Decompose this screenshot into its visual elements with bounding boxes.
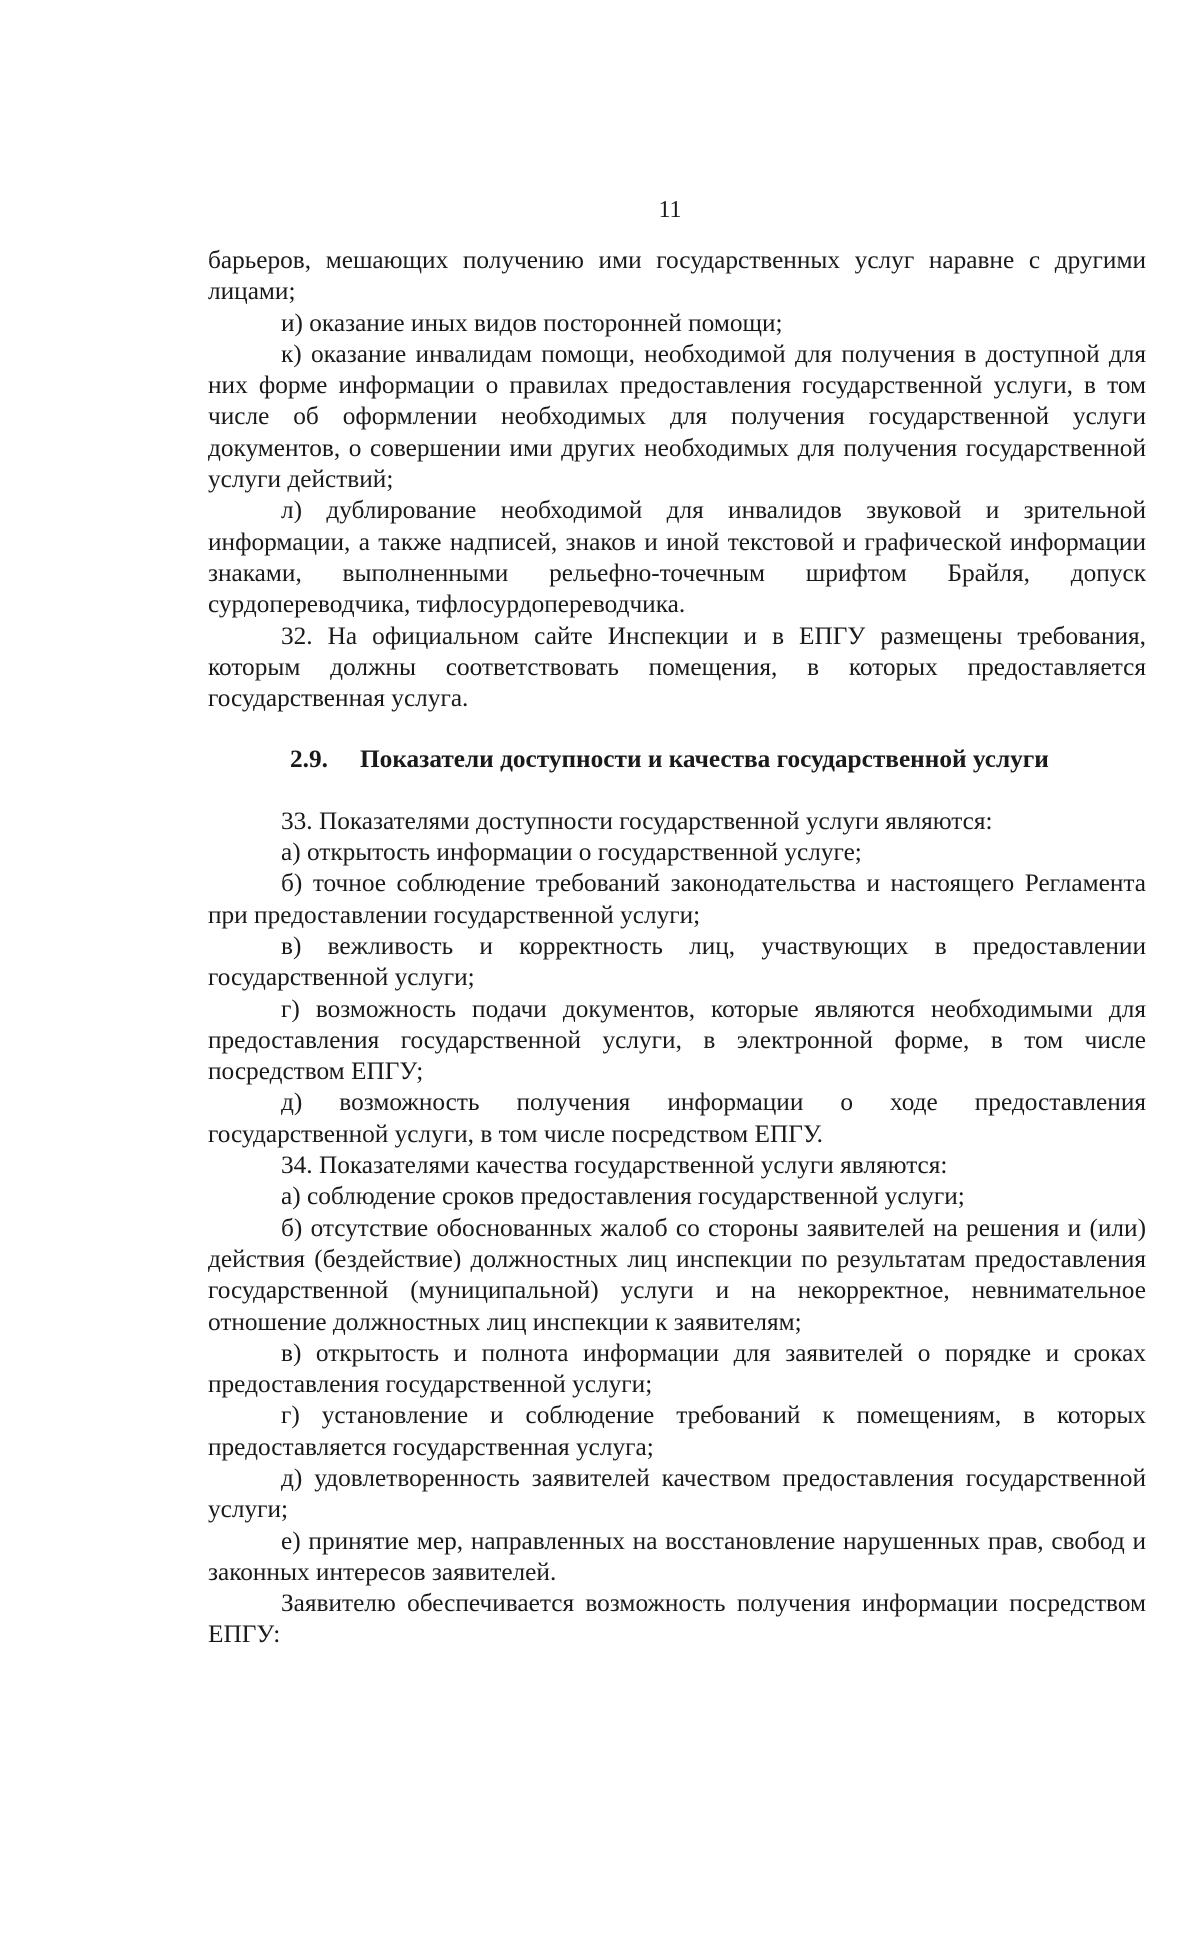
paragraph: в) вежливость и корректность лиц, участвующих в предоставлении государственной услуги; — [208, 931, 1146, 992]
paragraph: и) оказание иных видов посторонней помощи; — [281, 308, 783, 337]
paragraph: г) установление и соблюдение требований к помещениям, в которых предоставляется государственная услуга; — [208, 1401, 1146, 1461]
paragraph: г) возможность подачи документов, которые являются необходимыми для предоставления государственной услуги, в электронной форме, в том числе посредством ЕПГУ; — [208, 994, 1146, 1086]
page-number: 11 — [658, 197, 682, 223]
paragraph: Заявителю обеспечивается возможность получения информации посредством ЕПГУ: — [208, 1589, 1146, 1649]
paragraph: а) соблюдение сроков предоставления государственной услуги; — [281, 1182, 965, 1211]
paragraph: д) возможность получения информации о ходе предоставления государственной услуги, в том числе посредством ЕПГУ. — [208, 1088, 1146, 1148]
paragraph-group-a — [208, 245, 1146, 714]
paragraph: е) принятие мер, направленных на восстановление нарушенных прав, свобод и законных интересов заявителей. — [208, 1526, 1146, 1586]
section-title: Показатели доступности и качества государственной услуги — [360, 745, 1049, 774]
section-heading — [208, 744, 1146, 775]
paragraph: л) дублирование необходимой для инвалидов звуковой и зрительной информации, а также надписей, знаков и иной текстовой и графической информации знаками, выполненными рельефно-точечным шрифтом Брайля, допуск сурдопереводчика, тифлосурдопереводчика. — [208, 496, 1146, 619]
section-number: 2.9. — [290, 745, 328, 774]
paragraph: б) точное соблюдение требований законодательства и настоящего Регламента при предоставлении государственной услуги; — [208, 869, 1146, 929]
paragraph: а) открытость информации о государственной услуге; — [281, 838, 862, 867]
paragraph: барьеров, мешающих получению ими государственных услуг наравне с другими лицами; — [208, 246, 1146, 306]
paragraph-group-b — [208, 806, 1146, 1651]
paragraph: в) открытость и полнота информации для заявителей о порядке и сроках предоставления государственной услуги; — [208, 1338, 1146, 1399]
paragraph: 32. На официальном сайте Инспекции и в ЕПГУ размещены требования, которым должны соответствовать помещения, в которых предоставляется государственная услуга. — [208, 621, 1146, 713]
paragraph: д) удовлетворенность заявителей качеством предоставления государственной услуги; — [208, 1463, 1146, 1524]
paragraph: к) оказание инвалидам помощи, необходимой для получения в доступной для них форме информации о правилах предоставления государственной услуги, в том числе об оформлении необходимых для получения государственной услуги документов, о совершении ими других необходимых для получения государственной услуги действий; — [208, 339, 1146, 494]
paragraph: 33. Показателями доступности государственной услуги являются: — [281, 806, 993, 835]
paragraph: б) отсутствие обоснованных жалоб со стороны заявителей на решения и (или) действия (бездействие) должностных лиц инспекции по результатам предоставления государственной (муниципальной) услуги и на некорректное, невнимательное отношение должностных лиц инспекции к заявителям; — [208, 1213, 1146, 1336]
document-body — [208, 245, 1146, 1651]
paragraph: 34. Показателями качества государственной услуги являются: — [281, 1151, 948, 1180]
